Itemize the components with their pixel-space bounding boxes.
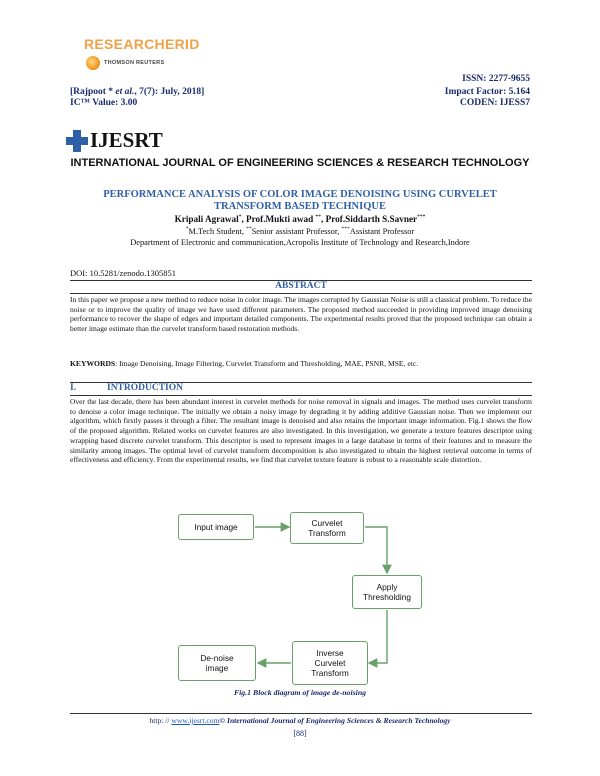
paper-title: [70, 189, 530, 213]
page-number: [88]: [293, 729, 307, 738]
figure-caption: Fig.1 Block diagram of image de-noising: [233, 688, 367, 697]
role-3: Assistant Professor: [349, 227, 415, 236]
footer-prefix: http: //: [149, 716, 172, 725]
globe-icon: [86, 56, 100, 70]
ijesrt-brand: [66, 128, 163, 153]
author-list: [70, 214, 530, 224]
plus-cross-icon: [66, 130, 88, 152]
box-denoise-image: [178, 645, 256, 681]
role-mark-3: ***: [341, 226, 350, 233]
box-input-label: Input image: [194, 522, 238, 532]
ic-value: IC™ Value: 3.00: [70, 98, 138, 108]
issn: ISSN: 2277-9655: [462, 74, 530, 84]
keywords: [70, 359, 418, 368]
arrow-curvelet-to-threshold: [365, 527, 387, 573]
author-roles: [70, 227, 530, 236]
footer: [70, 716, 530, 725]
citation-author: [Rajpoot *: [70, 87, 116, 97]
author-1-mark: *: [238, 213, 242, 220]
author-1: Kripali Agrawal: [174, 214, 239, 224]
intro-heading: INTRODUCTION: [107, 383, 184, 393]
abstract-text: In this paper we propose a new method to reduce noise in color image. The images corrupted by Gaussian Noise is still a classical problem. To reduce the noise or to improve the quality of image we have used different parameters. The proposed method succeeded in providing improved image denoising performance to recover the shape of edges and important detailed components. The experimental results proved that the proposed technique can obtain a better image estimate than the curvelet transform based restoration methods.: [70, 295, 532, 334]
box-inverse-line-3: Transform: [311, 668, 349, 678]
title-line-2: TRANSFORM BASED TECHNIQUE: [214, 201, 386, 212]
role-2: Senior assistant Professor,: [251, 227, 342, 236]
abstract-heading: ABSTRACT: [275, 281, 327, 291]
keywords-text: : Image Denoising, Image Filtering, Curvelet Transform and Thresholding, MAE, PSNR, MSE, etc.: [115, 359, 419, 368]
role-mark-1: *: [185, 226, 189, 233]
box-inverse-line-1: Inverse: [316, 648, 344, 658]
intro-number: I.: [70, 383, 77, 393]
logo-text-a: RESEARCHER: [84, 36, 186, 52]
logo-subtext: THOMSON REUTERS: [104, 60, 165, 66]
keywords-label: KEYWORDS: [70, 359, 116, 368]
author-2-mark: **: [315, 213, 322, 220]
logo-text-b: ID: [185, 36, 200, 52]
box-denoise-line-1: De-noise: [200, 653, 234, 663]
box-curvelet-line-1: Curvelet: [311, 518, 343, 528]
researcherid-wordmark: [84, 36, 200, 52]
box-curvelet-line-2: Transform: [308, 528, 346, 538]
doi: DOI: 10.5281/zenodo.1305851: [70, 268, 177, 278]
arrow-threshold-to-inverse: [369, 610, 387, 663]
box-inverse-curvelet: [292, 641, 368, 685]
divider-intro-bottom: [70, 395, 532, 396]
box-denoise-line-2: image: [205, 663, 229, 673]
title-line-1: PERFORMANCE ANALYSIS OF COLOR IMAGE DENOISING USING CURVELET: [103, 189, 497, 200]
footer-rule: [70, 713, 532, 714]
box-input-image: [178, 514, 254, 540]
author-3: , Prof.Siddarth S.Savner: [321, 214, 418, 224]
coden: CODEN: IJESS7: [460, 98, 530, 108]
footer-copyright: © International Journal of Engineering Sciences & Research Technology: [219, 716, 451, 725]
department: Department of Electronic and communication,Acropolis Institute of Technology and Research,Indore: [130, 238, 470, 247]
box-apply-thresholding: [352, 575, 422, 609]
role-1: M.Tech Student,: [188, 227, 247, 236]
citation-etal: et al.: [115, 87, 135, 97]
journal-name: INTERNATIONAL JOURNAL OF ENGINEERING SCIENCES & RESEARCH TECHNOLOGY: [70, 157, 530, 169]
box-apply-line-1: Apply: [376, 582, 398, 592]
citation: [70, 87, 204, 97]
divider-abstract: [70, 293, 532, 294]
box-inverse-line-2: Curvelet: [314, 658, 346, 668]
author-2: , Prof.Mukti awad: [241, 214, 316, 224]
role-mark-2: **: [246, 226, 252, 233]
box-apply-line-2: Thresholding: [363, 592, 411, 602]
thomson-reuters-mark: [86, 56, 200, 70]
author-3-mark: ***: [417, 213, 426, 220]
impact-factor: Impact Factor: 5.164: [444, 87, 530, 97]
box-curvelet-transform: [290, 512, 364, 544]
intro-text: Over the last decade, there has been abundant interest in curvelet methods for noise removal in signals and images. The method uses curvelet transform to denoise a color image technique. The initially we obtain a noisy image by degrading it by adding additive Gaussian noise. Then we implement our algorithm, which firstly passes it through a filter. The resultant image is denoised and also retains the important image information. Fig.1 shows the flow of the proposed algorithm. Related works on curvelet features are also investigated. In this investigation, we generate a texture features descriptor using wrapping based discrete curvelet transform. This descriptor is used to represent images in a large database in terms of their features and to measure the similarity among images. The optimal level of curvelet transform decomposition is also investigated to obtain the highest retrieval outcome in terms of effectiveness and efficiency. From the experimental results, we find that curvelet texture feature is robust to a reasonable scale distortion.: [70, 397, 532, 465]
brand-name: IJESRT: [90, 128, 163, 152]
footer-link[interactable]: www.ijesrt.com: [171, 716, 220, 725]
researcherid-logo: [84, 36, 200, 70]
citation-volume: , 7(7): July, 2018]: [134, 87, 205, 97]
